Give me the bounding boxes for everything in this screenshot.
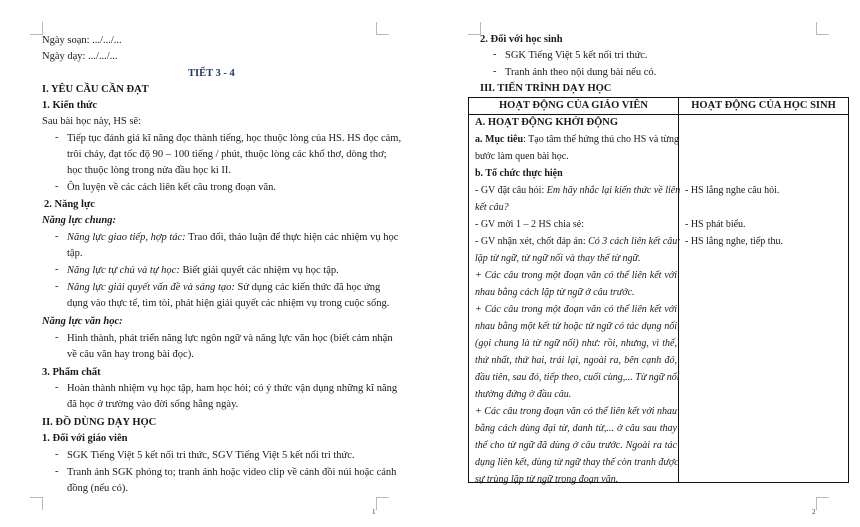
- section-2-heading: II. ĐỒ DÙNG DẠY HỌC: [42, 417, 157, 428]
- document-page-2: [430, 0, 860, 527]
- page-number: 1: [372, 508, 376, 516]
- general-item-2: Năng lực tự chủ và tự học: Biết giải quyết các nhiệm vụ học tập.: [67, 265, 339, 276]
- point-1-line-1: + Các câu trong một đoạn văn có thể liên kết với: [475, 270, 677, 281]
- point-2-line-6: thường đứng ở đầu câu.: [475, 389, 572, 400]
- date-prepared: Ngày soạn: .../.../...: [42, 35, 122, 46]
- margin-mark-bottom-left: [30, 497, 43, 510]
- knowledge-item-1-line-1: Tiếp tục đánh giá kĩ năng đọc thành tiếng, học thuộc lòng của HS. HS đọc cảm,: [67, 133, 402, 144]
- page-number: 2: [812, 508, 816, 516]
- bullet-dash: -: [55, 281, 59, 292]
- teacher-activity-header: HOẠT ĐỘNG CỦA GIÁO VIÊN: [469, 98, 679, 115]
- student-activity-header: HOẠT ĐỘNG CỦA HỌC SINH: [679, 98, 849, 115]
- bullet-dash: -: [55, 264, 59, 275]
- objective-cont: bước làm quen bài học.: [475, 151, 569, 162]
- point-2-line-4: thứ nhất, thứ hai, trái lại, ngoài ra, bên cạnh đó,: [475, 355, 677, 366]
- literary-item-line-1: Hình thành, phát triển năng lực ngôn ngữ và năng lực văn học (biết cảm nhận: [67, 333, 393, 344]
- student-activity-cell: [679, 115, 849, 483]
- knowledge-item-2: Ôn luyện về các cách liên kết câu trong đoạn văn.: [67, 182, 277, 193]
- bullet-dash: -: [55, 181, 59, 192]
- point-2-line-2: nhau bằng một kết từ hoặc từ ngữ có tác dụng nối: [475, 321, 677, 332]
- qualities-heading: 3. Phẩm chất: [42, 367, 101, 378]
- bullet-dash: -: [493, 49, 497, 60]
- qualities-item-line-1: Hoàn thành nhiệm vụ học tập, ham học hỏi; có ý thức vận dụng những kĩ năng: [67, 383, 398, 394]
- bullet-dash: -: [55, 449, 59, 460]
- general-item-1: Năng lực giao tiếp, hợp tác: Trao đổi, thảo luận để thực hiện các nhiệm vụ học: [67, 232, 399, 243]
- point-3-line-3: thế cho từ ngữ đã dùng ở câu trước. Ngoài ra tác: [475, 440, 677, 451]
- knowledge-intro: Sau bài học này, HS sẽ:: [42, 116, 142, 127]
- point-2-line-5: đầu tiên, sau đó, tiếp theo, cuối cùng,... Từ ngữ nối: [475, 372, 680, 383]
- teacher-item-2-line-2: đồng (nếu có).: [67, 483, 128, 494]
- bullet-dash: -: [493, 66, 497, 77]
- qualities-item-line-2: đã học ở trường vào đời sống hằng ngày.: [67, 399, 239, 410]
- student-item-2: Tranh ảnh theo nội dung bài nếu có.: [505, 67, 657, 78]
- conclude-line: - GV nhận xét, chốt đáp án: Có 3 cách liên kết câu:: [475, 236, 681, 247]
- teacher-materials-heading: 1. Đối với giáo viên: [42, 433, 128, 444]
- literary-competence-heading: Năng lực văn học:: [42, 316, 123, 327]
- point-3-line-5: sự trùng lặp từ ngữ trong đoạn văn.: [475, 474, 619, 485]
- section-3-heading: III. TIẾN TRÌNH DẠY HỌC: [480, 83, 612, 94]
- student-item-1: SGK Tiếng Việt 5 kết nối tri thức.: [505, 50, 648, 61]
- section-1-heading: I. YÊU CẦU CẦN ĐẠT: [42, 84, 149, 95]
- bullet-dash: -: [55, 466, 59, 477]
- point-3-line-4: dụng liên kết, dùng từ ngữ thay thế còn tranh được: [475, 457, 679, 468]
- lesson-title: TIẾT 3 - 4: [188, 68, 235, 79]
- student-line-2: - HS phát biểu.: [685, 219, 746, 230]
- date-taught: Ngày dạy: .../.../...: [42, 51, 118, 62]
- knowledge-heading: 1. Kiến thức: [42, 100, 98, 111]
- point-1-line-2: nhau bằng cách lặp từ ngữ ở câu trước.: [475, 287, 635, 298]
- margin-mark-top-right: [816, 22, 829, 35]
- general-item-1-cont: tập.: [67, 248, 83, 259]
- point-3-line-2: bằng cách dùng đại từ, danh từ,... ở câu sau thay: [475, 423, 677, 434]
- point-2-line-3: (gọi chung là từ ngữ nối) như: rồi, nhưng, vì thế,: [475, 338, 677, 349]
- question-line: - GV đặt câu hỏi: Em hãy nhắc lại kiến thức về liên: [475, 185, 681, 196]
- organization-heading: b. Tổ chức thực hiện: [475, 168, 563, 179]
- teacher-item-2-line-1: Tranh ảnh SGK phóng to; tranh ảnh hoặc video clip về cảnh đồi núi hoặc cánh: [67, 467, 397, 478]
- lesson-plan-table: [468, 97, 849, 483]
- table-row: [469, 115, 849, 483]
- literary-item-line-2: về câu văn hay trong bài đọc).: [67, 349, 194, 360]
- teacher-item-1: SGK Tiếng Việt 5 kết nối tri thức, SGV Tiếng Việt 5 kết nối tri thức.: [67, 450, 355, 461]
- knowledge-item-1-line-2: trôi chảy, đạt tốc độ 90 – 100 tiếng / phút, thuộc lòng các khổ thơ, dòng thơ;: [67, 149, 387, 160]
- bullet-dash: -: [55, 132, 59, 143]
- teacher-activity-cell: [469, 115, 679, 483]
- table-header-row: [469, 98, 849, 115]
- margin-mark-top-right: [376, 22, 389, 35]
- point-2-line-1: + Các câu trong một đoạn văn có thể liên kết với: [475, 304, 677, 315]
- objective-line: a. Mục tiêu: Tạo tâm thế hứng thú cho HS và từng: [475, 134, 679, 145]
- conclude-cont: lặp từ ngữ, từ ngữ nối và thay thế từ ngữ.: [475, 253, 641, 264]
- student-line-1: - HS lắng nghe câu hỏi.: [685, 185, 780, 196]
- activity-heading: A. HOẠT ĐỘNG KHỞI ĐỘNG: [475, 117, 619, 128]
- competence-heading: 2. Năng lực: [44, 199, 95, 210]
- bullet-dash: -: [55, 332, 59, 343]
- knowledge-item-1-line-3: học thuộc lòng trong nửa đầu học kì II.: [67, 165, 232, 176]
- point-3-line-1: + Các câu trong đoạn văn có thể liên kết với nhau: [475, 406, 677, 417]
- student-materials-heading: 2. Đối với học sinh: [480, 34, 563, 45]
- question-cont: kết câu?: [475, 202, 509, 213]
- student-line-3: - HS lắng nghe, tiếp thu.: [685, 236, 784, 247]
- invite-line: - GV mời 1 – 2 HS chia sẻ:: [475, 219, 584, 230]
- general-item-3-cont: dụng vào thực tế, tìm tòi, phát hiện giải quyết các nhiệm vụ trong cuộc sống.: [67, 298, 390, 309]
- general-competence-heading: Năng lực chung:: [42, 215, 116, 226]
- margin-mark-bottom-right: [816, 497, 829, 510]
- bullet-dash: -: [55, 231, 59, 242]
- general-item-3: Năng lực giải quyết vấn đề và sáng tạo: Sử dụng các kiến thức đã học ứng: [67, 282, 381, 293]
- bullet-dash: -: [55, 382, 59, 393]
- margin-mark-bottom-right: [376, 497, 389, 510]
